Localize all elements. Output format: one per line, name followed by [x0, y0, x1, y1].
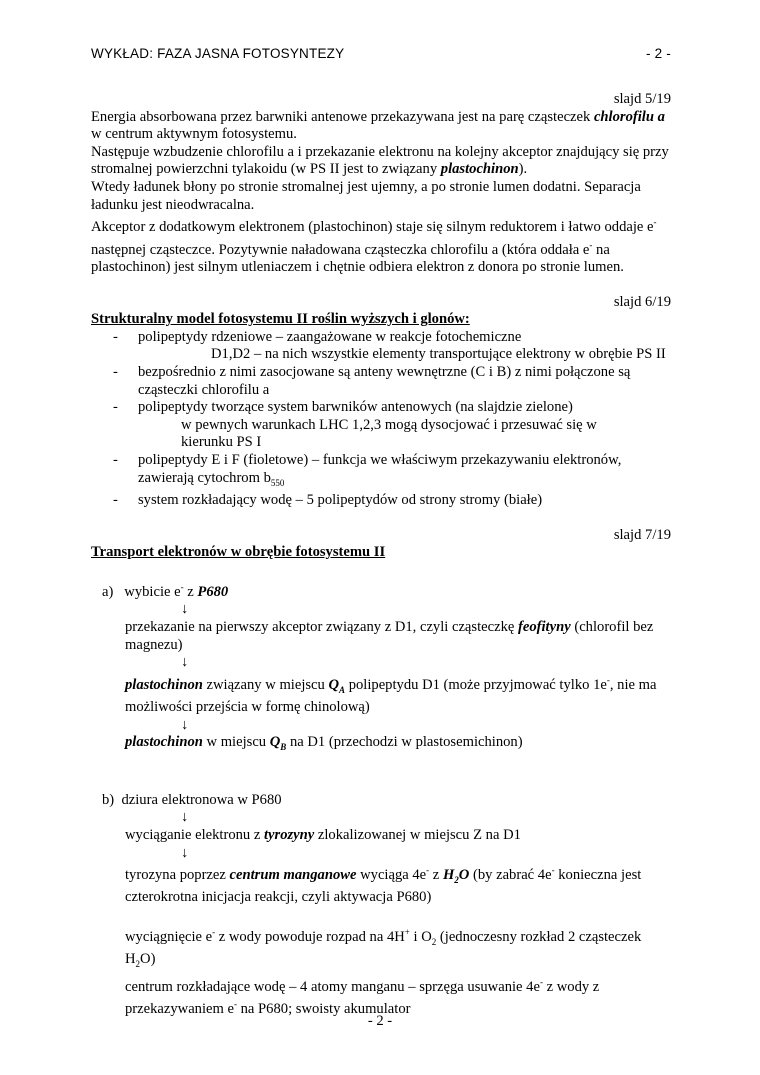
section-heading-structural-model: Strukturalny model fotosystemu II roślin wyższych i glonów: [91, 311, 470, 328]
step-b-accumulator: centrum rozkładające wodę – 4 atomy manganu – sprzęga usuwanie 4e- z wody z przekazywaniem e- na P680; swoisty akumulator [125, 976, 600, 1018]
step-a-plastoquinone-qa: plastochinon związany w miejscu $Q_A$ polipeptydu D1 (może przyjmować tylko 1e-, nie ma możliwości przejścia w formę chinolową) [125, 674, 657, 716]
document-body [91, 91, 671, 1019]
arrow-down-icon: ↓ [181, 844, 189, 861]
header-page-number: - 2 - [645, 46, 671, 61]
slide-label-7: slajd 7/19 [613, 526, 671, 543]
slide-label-6: slajd 6/19 [613, 293, 671, 310]
list-item: - polipeptydy tworzące system barwników antenowych (na slajdzie zielone) w pewnych warunkach LHC 1,2,3 mogą dysocjować i przesuwać się w kierunku PS I [113, 399, 597, 451]
arrow-down-icon: ↓ [181, 716, 189, 733]
list-item: - system rozkładający wodę – 5 polipeptydów od strony stromy (białe) [113, 492, 543, 509]
list-item: - polipeptydy E i F (fioletowe) – funkcja we właściwym przekazywaniu elektronów, zawierają cytochrom $b_{550}$ [113, 452, 622, 488]
arrow-down-icon: ↓ [181, 601, 189, 618]
section-heading-electron-transport: Transport elektronów w obrębie fotosystemu II [91, 544, 386, 561]
list-item: - polipeptydy rdzeniowe – zaangażowane w reakcje fotochemiczne D1,D2 – na nich wszystkie elementy transportujące elektrony w obrębie PS II [113, 328, 666, 363]
step-a-title: a) wybicie e- z P680 [102, 581, 229, 600]
arrow-down-icon: ↓ [181, 809, 189, 826]
section-a [91, 579, 671, 757]
step-b-tyrosine: wyciąganie elektronu z tyrozyny zlokalizowanej w miejscu Z na D1 [125, 826, 521, 843]
page-footer-number: - 2 - [367, 1013, 393, 1029]
slide-label-5: slajd 5/19 [613, 91, 671, 107]
structural-model-list [91, 329, 671, 510]
header-title: WYKŁAD: FAZA JASNA FOTOSYNTEZY [91, 46, 345, 61]
paragraph-charge: Wtedy ładunek błony po stronie stromalnej jest ujemny, a po stronie lumen dodatni. Separacja ładunku jest nieodwracalna. [91, 178, 641, 213]
step-a-plastoquinone-qb: plastochinon w miejscu $Q_B$ na D1 (przechodzi w plastosemichinon) [125, 734, 523, 753]
section-b [91, 792, 671, 1019]
paragraph-energy: Energia absorbowana przez barwniki antenowe przekazywana jest na parę cząsteczek chlorofilu a w centrum aktywnym fotosystemu. [91, 108, 665, 143]
arrow-down-icon: ↓ [181, 654, 189, 671]
step-b-water-splitting: wyciągnięcie e- z wody powoduje rozpad na 4H+ i $O_2$ (jednoczesny rozkład 2 cząsteczek $H_2O$) [125, 927, 642, 970]
step-b-manganese-center: tyrozyna poprzez centrum manganowe wyciąga 4e- z $H_2O$ (by zabrać 4e- konieczna jest czterokrotna inicjacja reakcji, czyli aktywacja P680) [125, 865, 642, 906]
paragraph-acceptor: Akceptor z dodatkowym elektronem (plastochinon) staje się silnym reduktorem i łatwo oddaje e- następnej cząsteczce. Pozytywnie naładowana cząsteczka chlorofilu a (która oddała e- na plastochinon) jest silnym utleniaczem i chętnie odbiera elektron z donora po stronie lumen. [91, 217, 657, 276]
step-a-pheophytin: przekazanie na pierwszy akceptor związany z D1, czyli cząsteczkę feofityny (chlorofil bez magnezu) [125, 618, 654, 653]
list-item: - bezpośrednio z nimi zasocjowane są anteny wewnętrzne (C i B) z nimi połączone są cząsteczki chlorofilu a [113, 364, 631, 398]
step-b-title: b) dziura elektronowa w P680 [102, 791, 282, 808]
paragraph-excitation: Następuje wzbudzenie chlorofilu a i przekazanie elektronu na kolejny akceptor znajdujący się przy stromalnej powierzchni tylakoidu (w PS II jest to związany plastochinon). [91, 143, 669, 178]
